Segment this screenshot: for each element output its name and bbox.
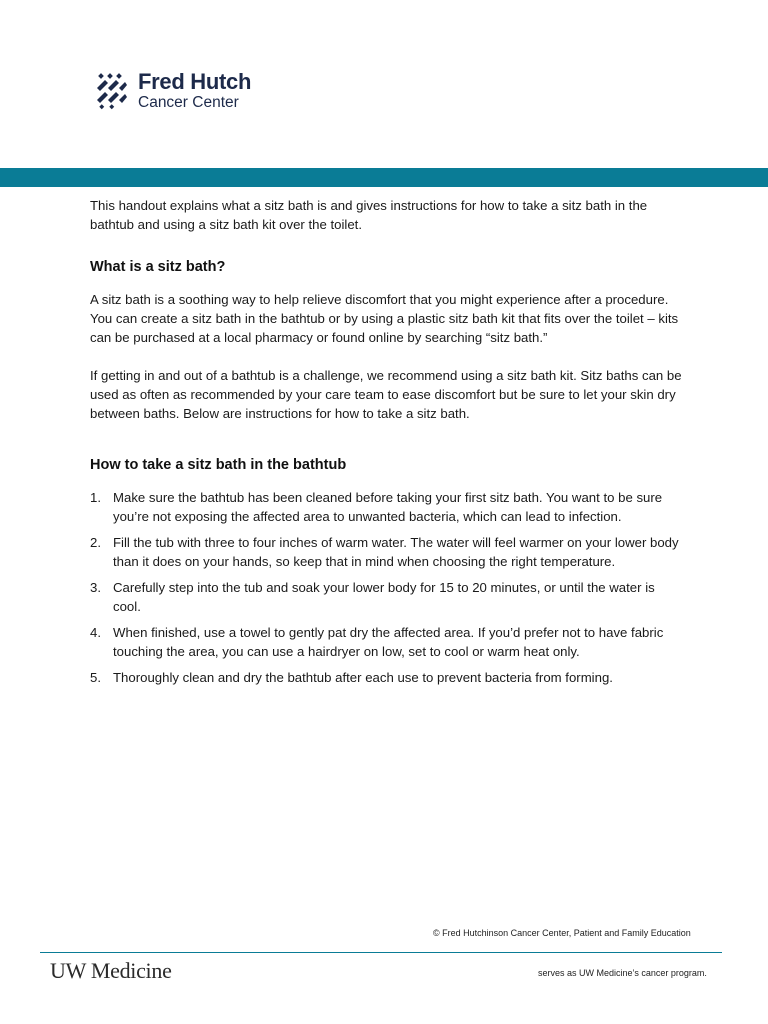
brand-name: Fred Hutch <box>138 69 252 95</box>
list-item <box>90 578 682 616</box>
intro-paragraph: This handout explains what a sitz bath is and gives instructions for how to take a sitz bath in the bathtub and using a sitz bath kit over the toilet. <box>90 198 648 232</box>
section-paragraph: A sitz bath is a soothing way to help relieve discomfort that you might experience after a procedure. You can create a sitz bath in the bathtub or by using a plastic sitz bath kit that fits over the toilet – kits can be purchased at a local pharmacy or found online by searching “sitz bath.” <box>90 292 679 345</box>
brand-subtitle: Cancer Center <box>138 94 239 112</box>
list-item <box>90 533 682 571</box>
steps-list <box>90 488 682 687</box>
header-band <box>0 168 768 187</box>
section-paragraph: If getting in and out of a bathtub is a challenge, we recommend using a sitz bath kit. Sitz baths can be used as often as recommended by your care team to ease discomfort but be sure to let your skin dry between baths. Below are instructions for how to take a sitz bath. <box>90 368 682 421</box>
serves-statement: serves as UW Medicine’s cancer program. <box>538 968 707 978</box>
step-text: Carefully step into the tub and soak your lower body for 15 to 20 minutes, or until the water is cool. <box>113 580 655 614</box>
list-item <box>90 623 682 661</box>
step-number: 4. <box>90 625 101 640</box>
section-heading-how: How to take a sitz bath in the bathtub <box>90 457 347 473</box>
copyright-notice: © Fred Hutchinson Cancer Center, Patient and Family Education <box>433 928 691 938</box>
uw-medicine-logo: UW Medicine <box>50 958 172 983</box>
list-item <box>90 668 682 687</box>
list-item <box>90 488 682 526</box>
step-number: 2. <box>90 535 101 550</box>
document-body <box>90 196 682 694</box>
step-text: Thoroughly clean and dry the bathtub after each use to prevent bacteria from forming. <box>113 670 613 685</box>
fred-hutch-logo <box>96 70 251 112</box>
step-number: 5. <box>90 670 101 685</box>
fred-hutch-logo-icon <box>96 72 128 110</box>
step-number: 1. <box>90 490 101 505</box>
step-text: Make sure the bathtub has been cleaned before taking your first sitz bath. You want to be sure you’re not exposing the affected area to unwanted bacteria, which can lead to infection. <box>113 490 663 524</box>
step-text: Fill the tub with three to four inches of warm water. The water will feel warmer on your lower body than it does on your hands, so keep that in mind when choosing the right temperature. <box>113 535 679 569</box>
footer-divider <box>40 952 722 953</box>
section-heading-what: What is a sitz bath? <box>90 259 226 275</box>
step-number: 3. <box>90 580 101 595</box>
step-text: When finished, use a towel to gently pat dry the affected area. If you’d prefer not to have fabric touching the area, you can use a hairdryer on low, set to cool or warm heat only. <box>113 625 664 659</box>
